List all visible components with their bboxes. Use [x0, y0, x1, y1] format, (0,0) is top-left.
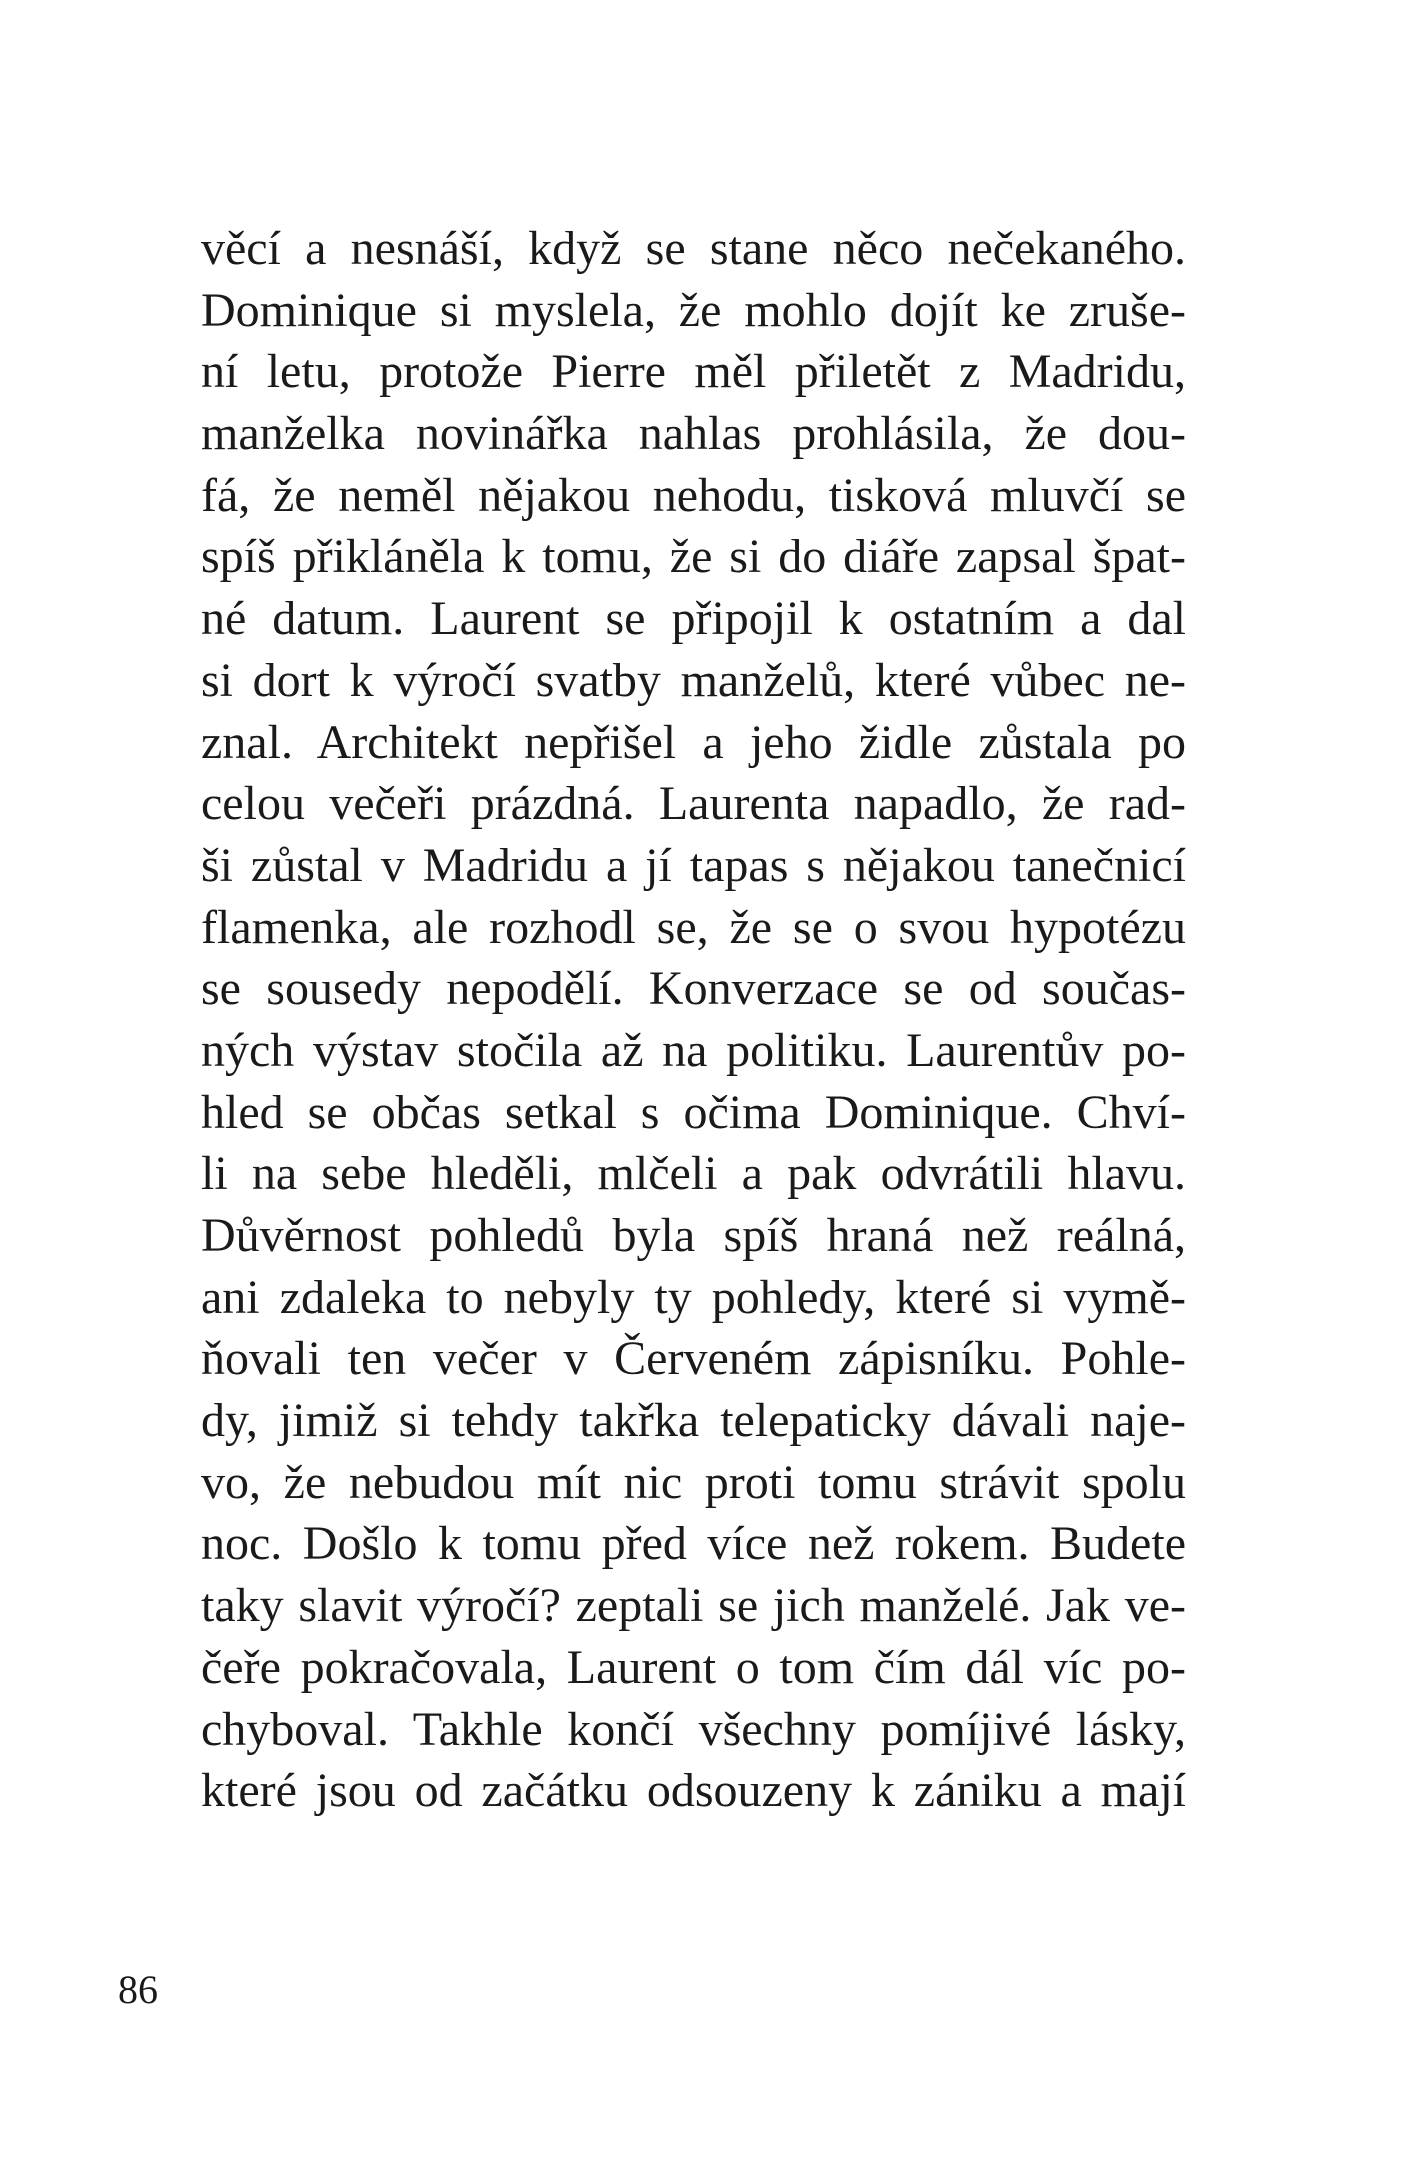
- text-line: celou večeři prázdná. Laurenta napadlo, že rad-: [201, 777, 1186, 831]
- text-line: dy, jimiž si tehdy takřka telepaticky dávali naje-: [201, 1394, 1186, 1448]
- text-line: manželka novinářka nahlas prohlásila, že dou-: [201, 407, 1186, 461]
- text-line: flamenka, ale rozhodl se, že se o svou hypotézu: [201, 900, 1186, 954]
- text-line: věcí a nesnáší, když se stane něco nečekaného.: [201, 222, 1186, 275]
- text-line: vo, že nebudou mít nic proti tomu strávit spolu: [201, 1455, 1186, 1509]
- text-line: ani zdaleka to nebyly ty pohledy, které si vymě-: [201, 1270, 1186, 1324]
- text-line: čeře pokračovala, Laurent o tom čím dál víc po-: [201, 1640, 1186, 1694]
- text-line: ňovali ten večer v Červeném zápisníku. Pohle-: [201, 1332, 1186, 1386]
- text-line: si dort k výročí svatby manželů, které vůbec ne-: [201, 653, 1186, 707]
- text-line: které jsou od začátku odsouzeny k zániku a mají: [201, 1764, 1186, 1818]
- text-line: se sousedy nepodělí. Konverzace se od součas-: [201, 962, 1186, 1016]
- body-text: [201, 218, 1186, 1822]
- text-line: noc. Došlo k tomu před více než rokem. Budete: [201, 1517, 1186, 1571]
- text-line: ných výstav stočila až na politiku. Laurentův po-: [201, 1023, 1186, 1077]
- text-line: né datum. Laurent se připojil k ostatním a dal: [201, 592, 1186, 646]
- page-number: 86: [118, 1967, 158, 2012]
- text-line: hled se občas setkal s očima Dominique. Chví-: [201, 1085, 1186, 1139]
- text-line: znal. Architekt nepřišel a jeho židle zůstala po: [201, 715, 1186, 769]
- text-line: taky slavit výročí? zeptali se jich manželé. Jak ve-: [201, 1579, 1186, 1633]
- text-line: ní letu, protože Pierre měl přiletět z Madridu,: [201, 345, 1186, 399]
- text-line: fá, že neměl nějakou nehodu, tisková mluvčí se: [201, 468, 1186, 522]
- text-line: spíš přikláněla k tomu, že si do diáře zapsal špat-: [201, 530, 1186, 584]
- text-line: Dominique si myslela, že mohlo dojít ke zruše-: [201, 283, 1186, 337]
- text-line: li na sebe hleděli, mlčeli a pak odvrátili hlavu.: [201, 1147, 1186, 1201]
- text-line: ši zůstal v Madridu a jí tapas s nějakou tanečnicí: [201, 838, 1186, 892]
- text-line: chyboval. Takhle končí všechny pomíjivé lásky,: [201, 1702, 1186, 1756]
- text-line: Důvěrnost pohledů byla spíš hraná než reálná,: [201, 1209, 1186, 1262]
